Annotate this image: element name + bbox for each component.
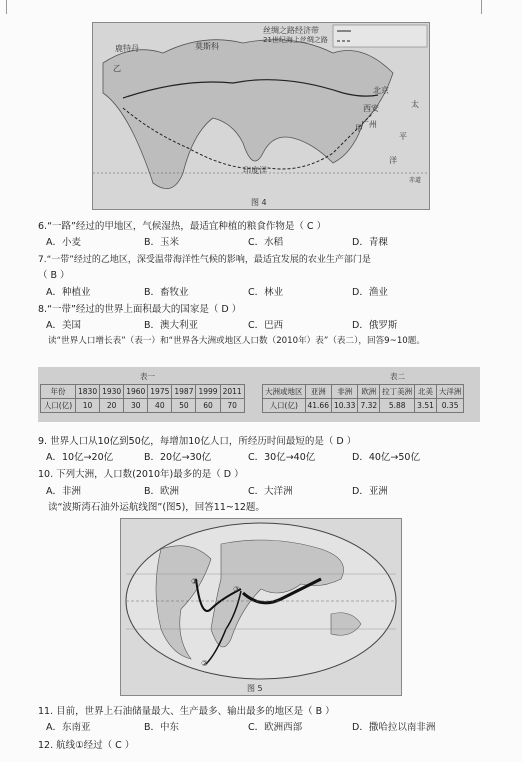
t1-r1: 10	[76, 399, 100, 413]
t2-h0: 大洲或地区	[263, 385, 306, 399]
t1-h5: 1987	[172, 385, 196, 399]
t1-r6: 60	[196, 399, 220, 413]
read-instruction-map5: 读“波斯湾石油外运航线图”(图5)，回答11~12题。	[48, 502, 265, 513]
silk-road-map	[92, 22, 430, 210]
q10-option-c: C．大洋洲	[248, 486, 293, 497]
q8-option-a: A．美国	[46, 320, 81, 331]
t1-h0: 年份	[41, 385, 76, 399]
q9-option-b: B．20亿→30亿	[144, 452, 212, 463]
t1-r5: 50	[172, 399, 196, 413]
q8-option-b: B．澳大利亚	[144, 320, 199, 331]
q9-option-c: C．30亿→40亿	[248, 452, 316, 463]
t2-r4: 5.88	[380, 399, 415, 413]
figure-caption: 图 4	[251, 198, 267, 207]
t2-h2: 非洲	[331, 385, 357, 399]
q11-stem: 11. 目前，世界上石油储量最大、生产最多、输出最多的地区是（ B ）	[38, 706, 335, 717]
q11-option-b: B．中东	[144, 722, 180, 733]
q11-option-c: C．欧洲西部	[248, 722, 303, 733]
label-beijing: 北京	[373, 86, 389, 95]
label-indian-ocean: 印度洋	[243, 166, 267, 175]
population-growth-table	[40, 384, 245, 413]
route-1-label: ①	[191, 577, 199, 586]
continent-population-table	[262, 384, 464, 413]
table1-title: 表一	[140, 372, 155, 381]
t1-r3: 30	[124, 399, 148, 413]
q8-option-d: D．俄罗斯	[352, 320, 398, 331]
read-instruction-tables: 读“世界人口增长表”（表一）和“世界各大洲或地区人口数（2010年）表”（表二），回答9~10题。	[48, 336, 425, 346]
t2-r6: 0.35	[436, 399, 464, 413]
t2-r2: 10.33	[331, 399, 357, 413]
figure5-caption: 图 5	[247, 684, 263, 693]
t1-h3: 1960	[124, 385, 148, 399]
q6-stem: 6.“一路”经过的甲地区，气候湿热，最适宜种植的粮食作物是（ C ）	[38, 221, 327, 232]
t1-h1: 1830	[76, 385, 100, 399]
t2-h4: 拉丁美洲	[380, 385, 415, 399]
q8-stem: 8.“一带”经过的世界上面积最大的国家是（ D ）	[38, 304, 242, 315]
route-3-label: ③	[233, 585, 241, 594]
label-pacific-3: 洋	[389, 156, 397, 165]
t2-h6: 大洋洲	[436, 385, 464, 399]
q10-option-a: A．非洲	[46, 486, 81, 497]
q6-option-a: A．小麦	[46, 237, 81, 248]
q9-option-a: A．10亿→20亿	[46, 452, 114, 463]
t1-r0: 人口(亿)	[41, 399, 76, 413]
t2-h5: 北美	[415, 385, 437, 399]
t2-r5: 3.51	[415, 399, 437, 413]
t1-r2: 20	[100, 399, 124, 413]
label-yi: 乙	[113, 64, 121, 73]
label-rotterdam: 鹿特丹	[115, 44, 139, 53]
label-moscow: 莫斯科	[195, 42, 219, 51]
q7-stem-answer: （ B ）	[38, 270, 70, 281]
q6-option-c: C．水稻	[248, 237, 284, 248]
q10-option-d: D．亚洲	[352, 486, 388, 497]
t2-h1: 亚洲	[305, 385, 331, 399]
t1-h2: 1930	[100, 385, 124, 399]
q11-option-a: A．东南亚	[46, 722, 91, 733]
q6-option-d: D．青稞	[352, 237, 388, 248]
label-xian: 西安	[363, 104, 379, 113]
label-pacific-2: 平	[399, 132, 407, 141]
t1-r4: 40	[148, 399, 172, 413]
label-guangzhou: 广州	[361, 120, 377, 129]
q6-option-b: B．玉米	[144, 237, 180, 248]
q7-stem: 7.“一带”经过的乙地区，深受温带海洋性气候的影响，最适宜发展的农业生产部门是	[38, 255, 371, 265]
table2-title: 表二	[390, 372, 405, 381]
t1-r7: 70	[220, 399, 244, 413]
t1-h7: 2011	[220, 385, 244, 399]
t2-h3: 欧洲	[358, 385, 380, 399]
q12-stem: 12. 航线①经过（ C ）	[38, 740, 135, 751]
t1-h4: 1975	[148, 385, 172, 399]
t2-r3: 7.32	[358, 399, 380, 413]
q8-option-c: C．巴西	[248, 320, 284, 331]
q9-option-d: D．40亿→50亿	[352, 452, 420, 463]
label-pacific-1: 太	[411, 100, 419, 109]
silk-road-map-drawing	[93, 23, 429, 209]
oil-route-map	[120, 518, 402, 696]
q9-stem: 9. 世界人口从10亿到50亿，每增加10亿人口，所经历时间最短的是（ D ）	[38, 436, 357, 447]
q7-option-d: D．渔业	[352, 287, 388, 298]
q10-option-b: B．欧洲	[144, 486, 180, 497]
q7-option-a: A．种植业	[46, 287, 91, 298]
legend-road: 21世纪海上丝绸之路	[263, 36, 328, 44]
t2-r0: 人口(亿)	[263, 399, 306, 413]
route-2-label: ②	[201, 659, 209, 668]
label-equator: 赤道	[409, 177, 422, 184]
oil-route-map-drawing	[121, 519, 401, 695]
q10-stem: 10. 下列大洲，人口数(2010年)最多的是（ D ）	[38, 469, 244, 480]
q11-option-d: D．撒哈拉以南非洲	[352, 722, 436, 733]
q7-option-b: B．畜牧业	[144, 287, 189, 298]
legend-belt: 丝绸之路经济带	[263, 26, 319, 35]
t2-r1: 41.66	[305, 399, 331, 413]
label-jia: 甲	[355, 124, 363, 133]
q7-option-c: C．林业	[248, 287, 284, 298]
t1-h6: 1999	[196, 385, 220, 399]
